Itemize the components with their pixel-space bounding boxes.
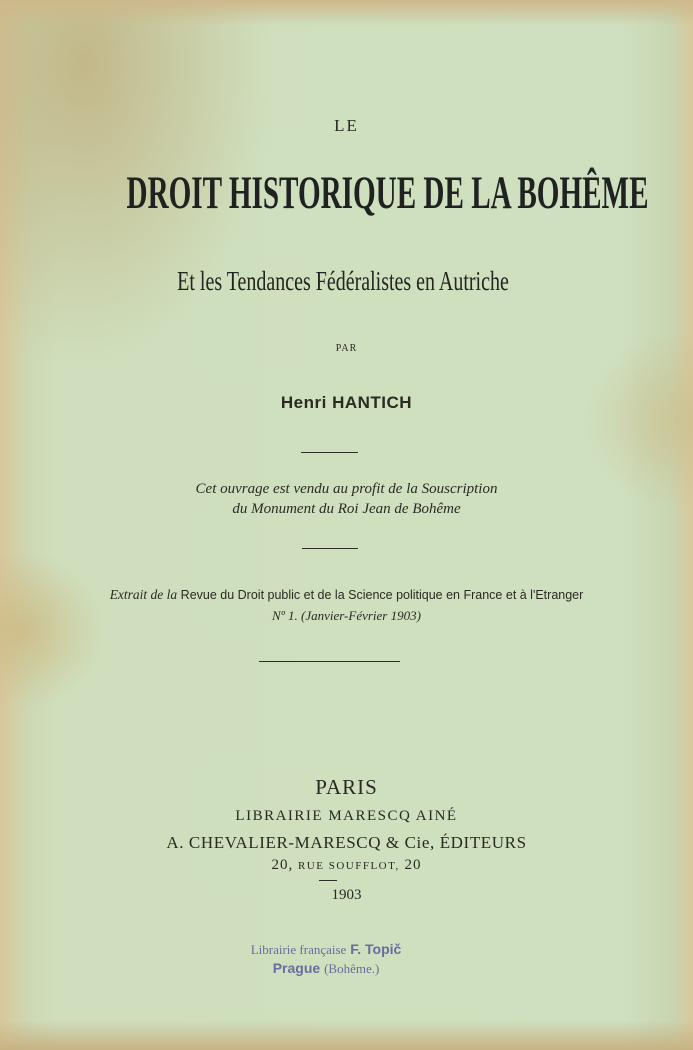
byline-par: PAR bbox=[335, 343, 358, 354]
title-article: LE bbox=[334, 116, 359, 135]
sale-note-line-1: Cet ouvrage est vendu au profit de la Souscription bbox=[195, 481, 498, 497]
stamp-name: F. Topič bbox=[350, 941, 402, 957]
sale-note-line-2: du Monument du Roi Jean de Bohême bbox=[232, 501, 461, 517]
stamp-librairie: Librairie française bbox=[250, 942, 347, 957]
imprint-publisher-1: LIBRAIRIE MARESCQ AINÉ bbox=[235, 808, 458, 824]
imprint-year: 1903 bbox=[331, 887, 362, 903]
stamp-country: (Bohême.) bbox=[324, 961, 380, 976]
address-number: 20, bbox=[271, 857, 294, 873]
divider-1 bbox=[301, 452, 358, 453]
divider-2 bbox=[302, 548, 358, 549]
extract-note bbox=[0, 587, 693, 603]
author-name: Henri HANTICH bbox=[280, 393, 413, 412]
imprint-address bbox=[0, 857, 693, 874]
divider-3 bbox=[259, 661, 400, 662]
extract-prefix: Extrait de la bbox=[109, 587, 178, 602]
address-street: RUE SOUFFLOT, bbox=[297, 860, 400, 872]
address-number-end: 20 bbox=[404, 857, 422, 873]
divider-4 bbox=[319, 880, 337, 881]
journal-name: Revue du Droit public et de la Science politique en France et à l'Etranger bbox=[180, 588, 584, 602]
bookseller-stamp-line-1 bbox=[236, 941, 416, 958]
imprint-publisher-2: A. CHEVALIER-MARESCQ & Cie, ÉDITEURS bbox=[166, 833, 527, 852]
imprint-city: PARIS bbox=[315, 775, 378, 799]
book-title: DROIT HISTORIQUE DE LA BOHÊME bbox=[126, 167, 649, 219]
issue-number: Nº 1. (Janvier-Février 1903) bbox=[272, 608, 421, 623]
stamp-city: Prague bbox=[272, 960, 321, 976]
bookseller-stamp-line-2 bbox=[236, 960, 416, 977]
book-subtitle: Et les Tendances Fédéralistes en Autriche bbox=[177, 266, 509, 296]
